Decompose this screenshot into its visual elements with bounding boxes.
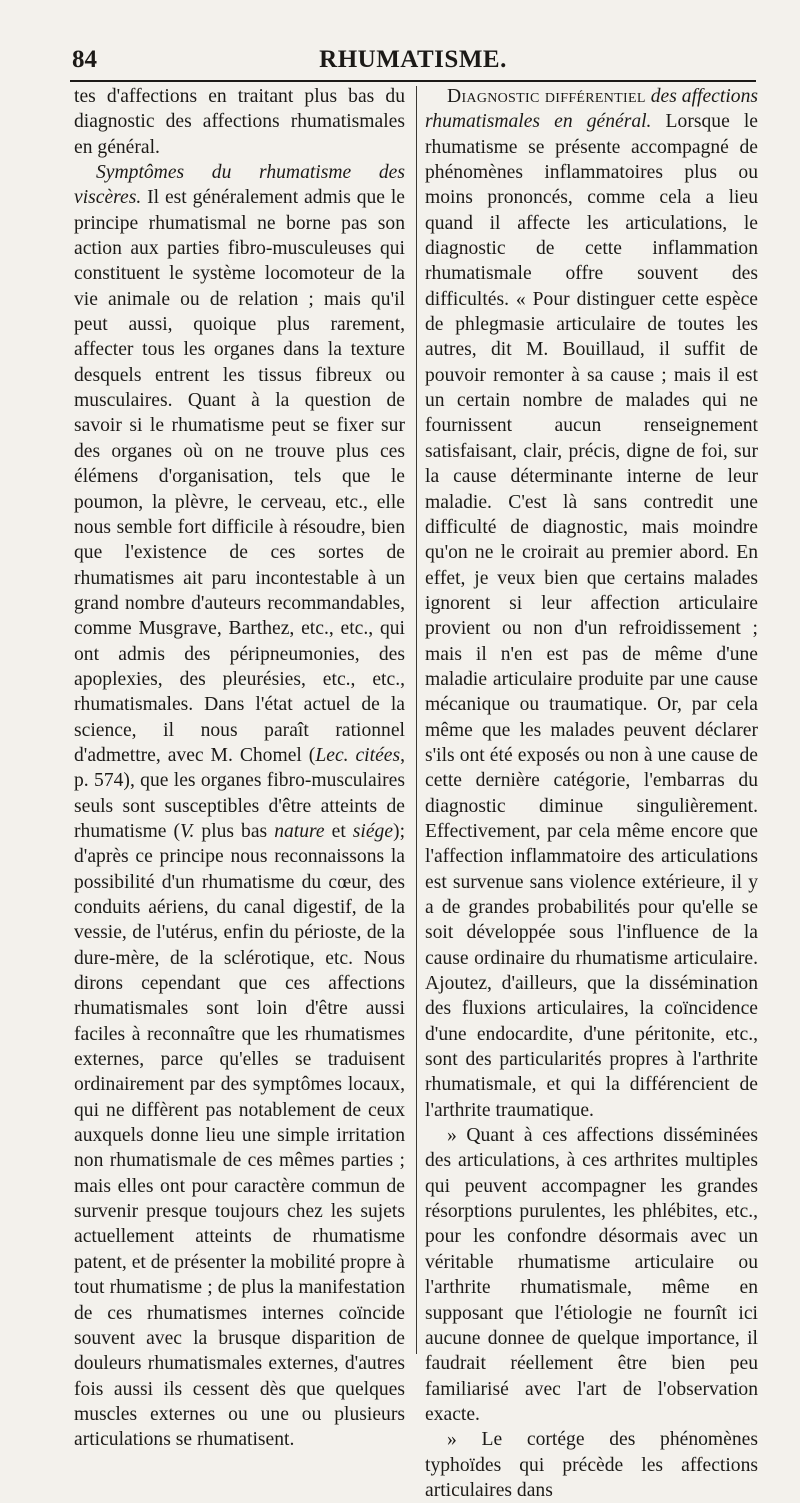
section-heading-symptomes: Symptômes du rhumatisme des viscères. xyxy=(74,162,405,209)
citation-v: V. xyxy=(180,820,195,842)
header-rule xyxy=(70,80,756,82)
page-header xyxy=(72,46,754,80)
right-paragraph-1 xyxy=(425,84,758,1123)
citation-lec-citees: Lec. citées xyxy=(315,744,401,766)
column-divider xyxy=(416,86,417,1354)
section-heading-diagnostic: Diagnostic différentiel xyxy=(447,86,646,107)
text-run: et xyxy=(324,820,353,842)
page-number: 84 xyxy=(72,46,97,73)
citation-nature: nature xyxy=(274,820,325,842)
text-run: ); d'après ce principe nous reconnaissons la possibilité d'un rhumatisme du cœur, des conduits aériens, du canal digestif, de la vessie, de l'utérus, enfin du périoste, de la dure-mère, de la sclérotique, etc. Nous dirons cependant que ces affections rhumatismales sont loin d'être aussi faciles à reconnaître que les rhumatismes externes, parce qu'elles se traduisent ordinairement par des symptômes locaux, qui ne diffèrent pas notablement de ceux auxquels donne lieu une simple irritation non rhumatismale de ces mêmes parties ; mais elles ont pour caractère commun de survenir presque toujours chez les sujets actuellement atteints de rhumatisme patent, et de présenter la mobilité propre à tout rhumatisme ; de plus la manifestation de ces rhumatismes internes coïncide souvent avec la brusque disparition de douleurs rhumatismales externes, d'autres fois aussi ils cessent dès que quelques muscles externes ou une ou plusieurs articulations se rhumatisent. xyxy=(74,820,406,1451)
right-column xyxy=(425,84,758,1503)
right-paragraph-3: » Le cortége des phénomènes typhoïdes qui précède les affections articulaires dans xyxy=(425,1429,758,1501)
left-paragraph-2 xyxy=(74,160,405,1453)
right-paragraph-2: » Quant à ces affections disséminées des articulations, à ces arthrites multiples qui peuvent accompagner les grandes résorptions purulentes, les phlébites, etc., pour les confondre désormais avec un véritable rhumatisme articulaire ou l'arthrite rhumatismale, même en supposant que l'étiologie ne fournît ici aucune donnee de quelque importance, il faudrait réellement être bien peu familiarisé avec l'art de l'observation exacte. xyxy=(425,1125,758,1425)
text-run: Lorsque le rhumatisme se présente accompagné de phénomènes inflammatoires plus ou moins prononcés, comme cela a lieu quand il affecte les articulations, le diagnostic de cette inflammation rhumatismale offre souvent des difficultés. « Pour distinguer cette espèce de phlegmasie articulaire de toutes les autres, dit M. Bouillaud, il suffit de pouvoir remonter à sa cause ; mais il est un certain nombre de malades qui ne fournissent aucun renseignement satisfaisant, clair, précis, digne de foi, sur la cause déterminante interne de leur maladie. C'est là sans contredit une difficulté de diagnostic, mais moindre qu'on ne le croirait au premier abord. En effet, je veux bien que certains malades ignorent si leur affection articulaire provient ou non d'un refroidissement ; mais il n'en est pas de même d'une maladie articulaire produite par une cause mécanique ou traumatique. Or, par cela même que les malades peuvent déclarer s'ils ont été exposés ou non à une cause de cette dernière catégorie, l'embarras du diagnostic diminue singulièrement. Effectivement, par cela même encore que l'affection inflammatoire des articulations est survenue sans violence extérieure, il y a de grandes probabilités pour qu'elle se soit développée sous l'influence de la cause ordinaire du rhumatisme articulaire. Ajoutez, d'ailleurs, que la dissémination des fluxions articulaires, la coïncidence d'une endocardite, d'une péritonite, etc., sont des particularités propres à l'arthrite rhumatismale, et qui la différencient de l'arthrite traumatique. xyxy=(425,111,758,1121)
section-heading-diagnostic-italic: des affections rhumatismales en général. xyxy=(425,86,758,133)
left-column xyxy=(74,84,405,1453)
text-run: plus bas xyxy=(194,820,275,842)
left-paragraph-1: tes d'affections en traitant plus bas du diagnostic des affections rhumatismales en général. xyxy=(74,86,405,158)
text-run: Il est généralement admis que le principe rhumatismal ne borne pas son action aux parties fibro-musculeuses qui constituent le système locomoteur de la vie animale ou de relation ; mais qu'il peut aussi, quoique plus rarement, affecter tous les organes dans la texture desquels entrent les tissus fibreux ou musculaires. Quant à la question de savoir si le rhumatisme peut se fixer sur des organes où on ne trouve plus ces élémens d'organisation, tels que le poumon, la plèvre, le cerveau, etc., elle nous semble fort difficile à résoudre, bien que l'existence de ces sortes de rhumatismes ait paru incontestable à un grand nombre d'auteurs recommandables, comme Musgrave, Barthez, etc., etc., qui ont admis des péripneumonies, des apoplexies, des pleurésies, etc., etc., rhumatismales. Dans l'état actuel de la science, il nous paraît rationnel d'admettre, avec M. Chomel ( xyxy=(74,187,405,766)
citation-siege: siége xyxy=(352,820,394,842)
text-run: , p. 574), que les organes fibro-musculaires seuls sont susceptibles d'être atteints de rhumatisme ( xyxy=(74,744,405,842)
running-title: RHUMATISME. xyxy=(319,46,507,73)
